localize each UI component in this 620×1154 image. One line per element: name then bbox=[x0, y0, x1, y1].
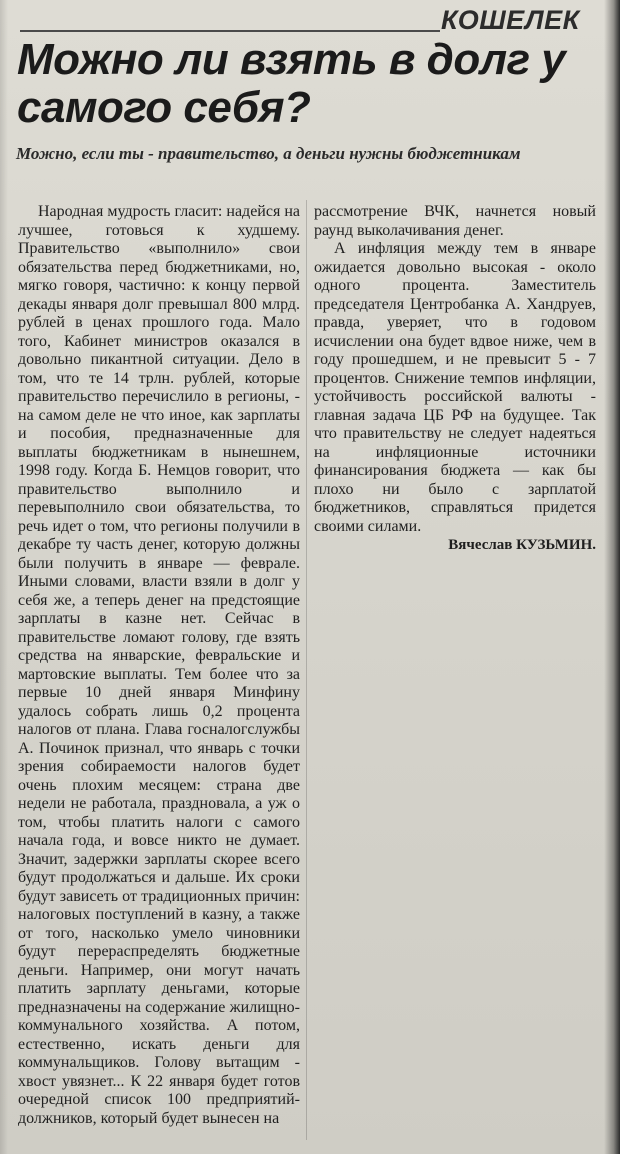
article-paragraph-1-continued: рассмотрение ВЧК, начнется новый раунд выколачивания денег. bbox=[314, 203, 596, 239]
article-subheadline: Можно, если ты - правительство, а деньги нужны бюджетникам bbox=[16, 144, 521, 163]
rubric-label: КОШЕЛЕК bbox=[441, 5, 580, 35]
article-column-left bbox=[18, 203, 300, 1143]
page-right-edge-shadow bbox=[604, 0, 620, 1154]
page-left-edge-shadow bbox=[0, 0, 8, 1154]
article-column-right bbox=[314, 203, 596, 1153]
article-paragraph-1: Народная мудрость гласит: надейся на лучшее, готовься к худшему. Правительство «выполнило» свои обязательства перед бюджетниками, но, мягко говоря, частично: к концу первой декады января долг превышал 800 млрд. рублей в ценах прошлого года. Мало того, Кабинет министров оказался в довольно пикантной ситуации. Дело в том, что те 14 трлн. рублей, которые правительство перечислило в регионы, - на самом деле не что иное, как зарплаты и пособия, предназначенные для выплаты бюджетникам в нынешнем, 1998 году. Когда Б. Немцов говорит, что правительство выполнило и перевыполнило свои обязательства, то речь идет о том, что регионы получили в декабре ту часть денег, которую должны были получить в январе — феврале. Иными словами, власти взяли в долг у себя же, а теперь денег на предстоящие зарплаты в казне нет. Сейчас в правительстве ломают голову, где взять средства на январские, февральские и мартовские выплаты. Тем более что за первые 10 дней января Минфину удалось собрать лишь 0,2 процента налогов от плана. Глава госналогслужбы А. Починок признал, что январь с точки зрения собираемости налогов будет очень плохим месяцем: страна две недели не работала, праздновала, а уж о том, чтобы платить налоги с самого начала года, и вовсе никто не думает. Значит, задержки зарплаты скорее всего будут продолжаться и дальше. Их сроки будут зависеть от традиционных причин: налоговых поступлений в казну, а также от того, насколько умело чиновники будут перераспределять бюджетные деньги. Например, они могут начать платить зарплату деньгами, которые предназначены на содержание жилищно-коммунального хозяйства. А потом, естественно, искать деньги для коммунальщиков. Голову вытащим - хвост увязнет... К 22 января будет готов очередной список 100 предприятий-должников, который будет вынесен на bbox=[18, 203, 300, 1127]
article-paragraph-2: А инфляция между тем в январе ожидается довольно высокая - около одного процента. Заместитель председателя Центробанка А. Хандруев, правда, уверяет, что в годовом исчислении она будет вдвое ниже, чем в году прошедшем, и не превысит 5 - 7 процентов. Снижение темпов инфляции, устойчивость российской валюты - главная задача ЦБ РФ на будущее. Так что правительству не следует надеяться на инфляционные источники финансирования бюджета — как бы плохо ни было с зарплатой бюджетников, справляться придется своими силами. bbox=[314, 240, 596, 535]
article-author: Вячеслав КУЗЬМИН. bbox=[448, 537, 596, 553]
article-headline: Можно ли взять в долг у самого себя? bbox=[17, 35, 566, 132]
column-divider bbox=[306, 200, 307, 1140]
rubric-rule bbox=[20, 30, 440, 32]
